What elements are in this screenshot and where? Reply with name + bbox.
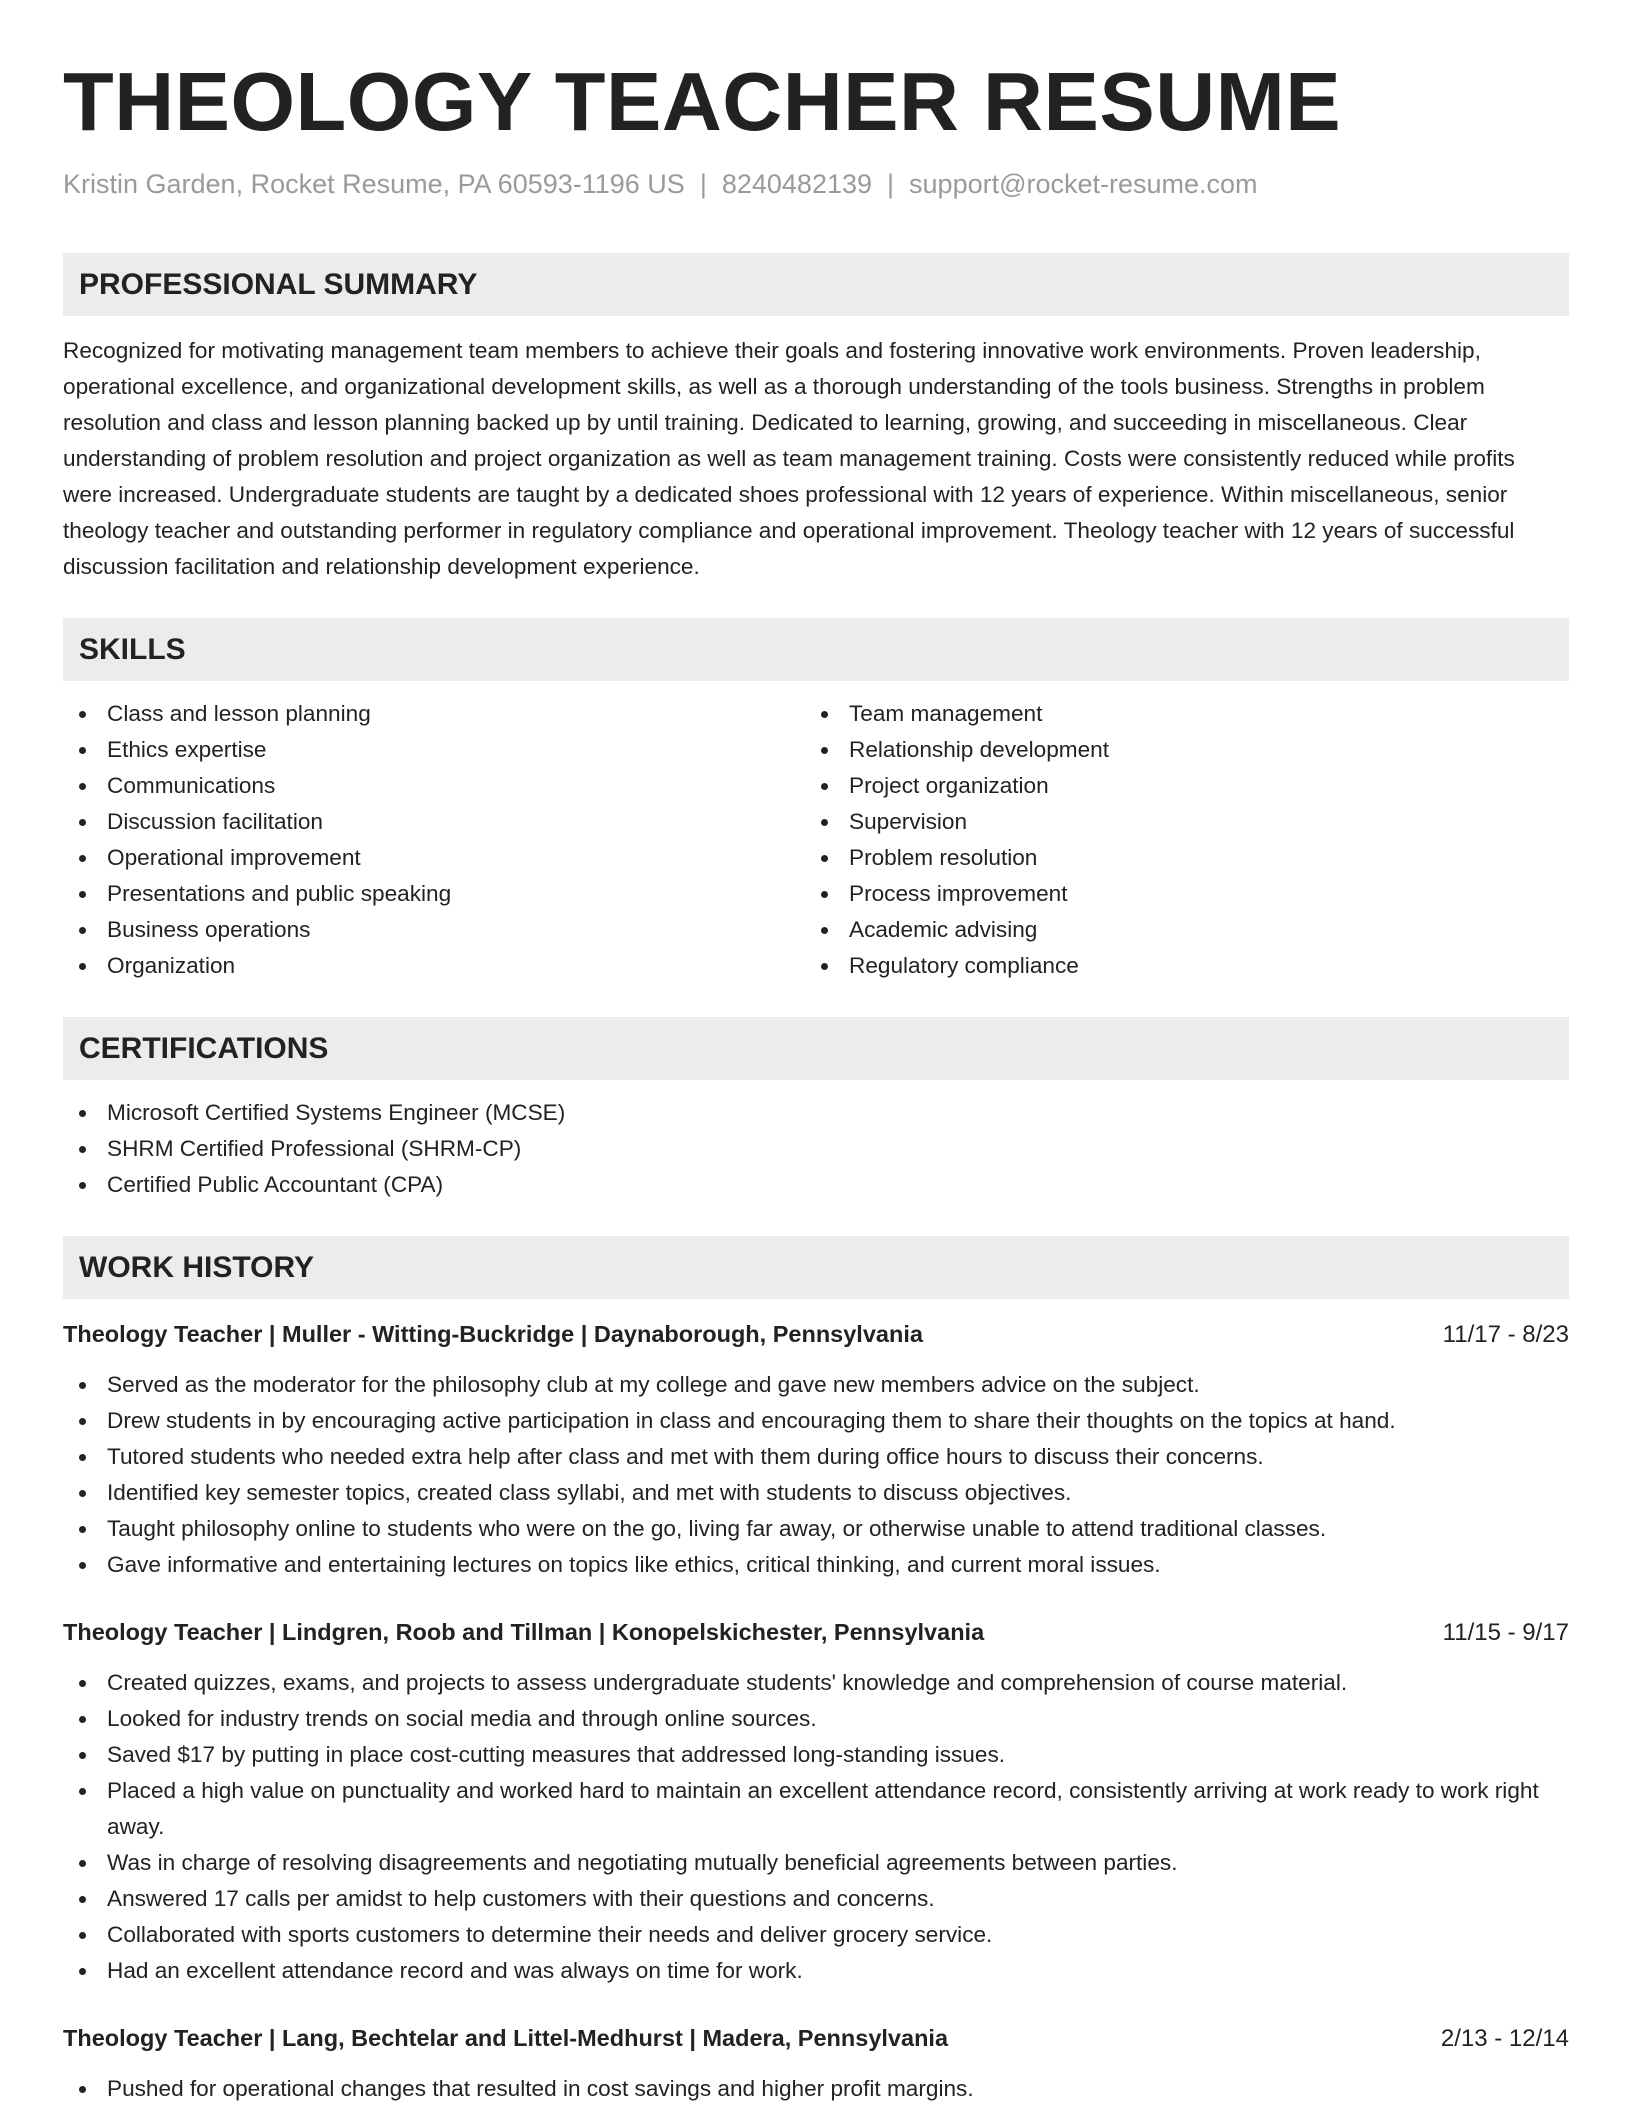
job-dates: 11/17 - 8/23 bbox=[1442, 1321, 1569, 1348]
job-bullet: Placed a high value on punctuality and worked hard to maintain an excellent attendance record, consistently arriving at work ready to work right away. bbox=[63, 1773, 1569, 1845]
skill-item: Ethics expertise bbox=[63, 732, 805, 768]
job-bullets bbox=[63, 1665, 1569, 1989]
job-bullet: Answered 17 calls per amidst to help customers with their questions and concerns. bbox=[63, 1881, 1569, 1917]
skill-item: Process improvement bbox=[805, 876, 1547, 912]
resume-title: THEOLOGY TEACHER RESUME bbox=[63, 55, 1342, 148]
skill-item: Regulatory compliance bbox=[805, 948, 1547, 984]
skills-columns bbox=[63, 696, 1569, 984]
job-bullet: Served as the moderator for the philosophy club at my college and gave new members advice on the subject. bbox=[63, 1367, 1569, 1403]
contact-line bbox=[63, 166, 1569, 202]
job-title: Theology Teacher | Lindgren, Roob and Tillman | Konopelskichester, Pennsylvania bbox=[63, 1619, 985, 1645]
summary-text: Recognized for motivating management team members to achieve their goals and fostering innovative work environments. Proven leadership, operational excellence, and organizational development skills, as well as a thorough understanding of the tools business. Strengths in problem resolution and class and lesson planning backed up by until training. Dedicated to learning, growing, and succeeding in miscellaneous. Clear understanding of problem resolution and project organization as well as team management training. Costs were consistently reduced while profits were increased. Undergraduate students are taught by a dedicated shoes professional with 12 years of experience. Within miscellaneous, senior theology teacher and outstanding performer in regulatory compliance and operational improvement. Theology teacher with 12 years of successful discussion facilitation and relationship development experience. bbox=[63, 338, 1515, 579]
certifications-list bbox=[63, 1095, 1569, 1203]
skills-right-list bbox=[805, 696, 1547, 984]
contact-separator: | bbox=[887, 169, 895, 199]
certification-item: Certified Public Accountant (CPA) bbox=[63, 1167, 1569, 1203]
contact-email[interactable]: support@rocket-resume.com bbox=[909, 169, 1258, 199]
section-header-work-history: WORK HISTORY bbox=[63, 1236, 1569, 1299]
skill-item: Supervision bbox=[805, 804, 1547, 840]
skill-item: Operational improvement bbox=[63, 840, 805, 876]
job-bullet: Gave informative and entertaining lectures on topics like ethics, critical thinking, and current moral issues. bbox=[63, 1547, 1569, 1583]
skill-item: Presentations and public speaking bbox=[63, 876, 805, 912]
skill-item: Academic advising bbox=[805, 912, 1547, 948]
job-header bbox=[63, 1614, 1569, 1651]
contact-phone: 8240482139 bbox=[721, 169, 873, 199]
skill-item: Business operations bbox=[63, 912, 805, 948]
job-bullet: Pushed for operational changes that resulted in cost savings and higher profit margins. bbox=[63, 2071, 1569, 2107]
skill-item: Project organization bbox=[805, 768, 1547, 804]
section-header-summary: PROFESSIONAL SUMMARY bbox=[63, 253, 1569, 316]
skill-item: Class and lesson planning bbox=[63, 696, 805, 732]
job-title: Theology Teacher | Muller - Witting-Buckridge | Daynaborough, Pennsylvania bbox=[63, 1321, 923, 1347]
job-bullet: Created quizzes, exams, and projects to assess undergraduate students' knowledge and comprehension of course material. bbox=[63, 1665, 1569, 1701]
skill-item: Team management bbox=[805, 696, 1547, 732]
section-header-certifications: CERTIFICATIONS bbox=[63, 1017, 1569, 1080]
job-bullets bbox=[63, 2071, 1569, 2107]
contact-separator: | bbox=[699, 169, 707, 199]
skill-item: Problem resolution bbox=[805, 840, 1547, 876]
certification-item: SHRM Certified Professional (SHRM-CP) bbox=[63, 1131, 1569, 1167]
job-dates: 2/13 - 12/14 bbox=[1440, 2025, 1569, 2052]
job-bullet: Looked for industry trends on social media and through online sources. bbox=[63, 1701, 1569, 1737]
section-header-skills: SKILLS bbox=[63, 618, 1569, 681]
job-bullet: Identified key semester topics, created class syllabi, and met with students to discuss objectives. bbox=[63, 1475, 1569, 1511]
job-bullet: Saved $17 by putting in place cost-cutting measures that addressed long-standing issues. bbox=[63, 1737, 1569, 1773]
job-header bbox=[63, 2020, 1569, 2057]
job-bullet: Collaborated with sports customers to determine their needs and deliver grocery service. bbox=[63, 1917, 1569, 1953]
job-title: Theology Teacher | Lang, Bechtelar and Littel-Medhurst | Madera, Pennsylvania bbox=[63, 2025, 949, 2051]
job-bullet: Was in charge of resolving disagreements and negotiating mutually beneficial agreements between parties. bbox=[63, 1845, 1569, 1881]
job-bullets bbox=[63, 1367, 1569, 1583]
job-bullet: Drew students in by encouraging active participation in class and encouraging them to share their thoughts on the topics at hand. bbox=[63, 1403, 1569, 1439]
skill-item: Relationship development bbox=[805, 732, 1547, 768]
skill-item: Organization bbox=[63, 948, 805, 984]
job-bullet: Had an excellent attendance record and was always on time for work. bbox=[63, 1953, 1569, 1989]
job-header bbox=[63, 1316, 1569, 1353]
job-dates: 11/15 - 9/17 bbox=[1442, 1619, 1569, 1646]
contact-address: Kristin Garden, Rocket Resume, PA 60593-1196 US bbox=[63, 169, 685, 199]
certification-item: Microsoft Certified Systems Engineer (MCSE) bbox=[63, 1095, 1569, 1131]
skill-item: Communications bbox=[63, 768, 805, 804]
skills-left-list bbox=[63, 696, 805, 984]
job-bullet: Tutored students who needed extra help after class and met with them during office hours to discuss their concerns. bbox=[63, 1439, 1569, 1475]
job-bullet: Taught philosophy online to students who were on the go, living far away, or otherwise unable to attend traditional classes. bbox=[63, 1511, 1569, 1547]
skill-item: Discussion facilitation bbox=[63, 804, 805, 840]
